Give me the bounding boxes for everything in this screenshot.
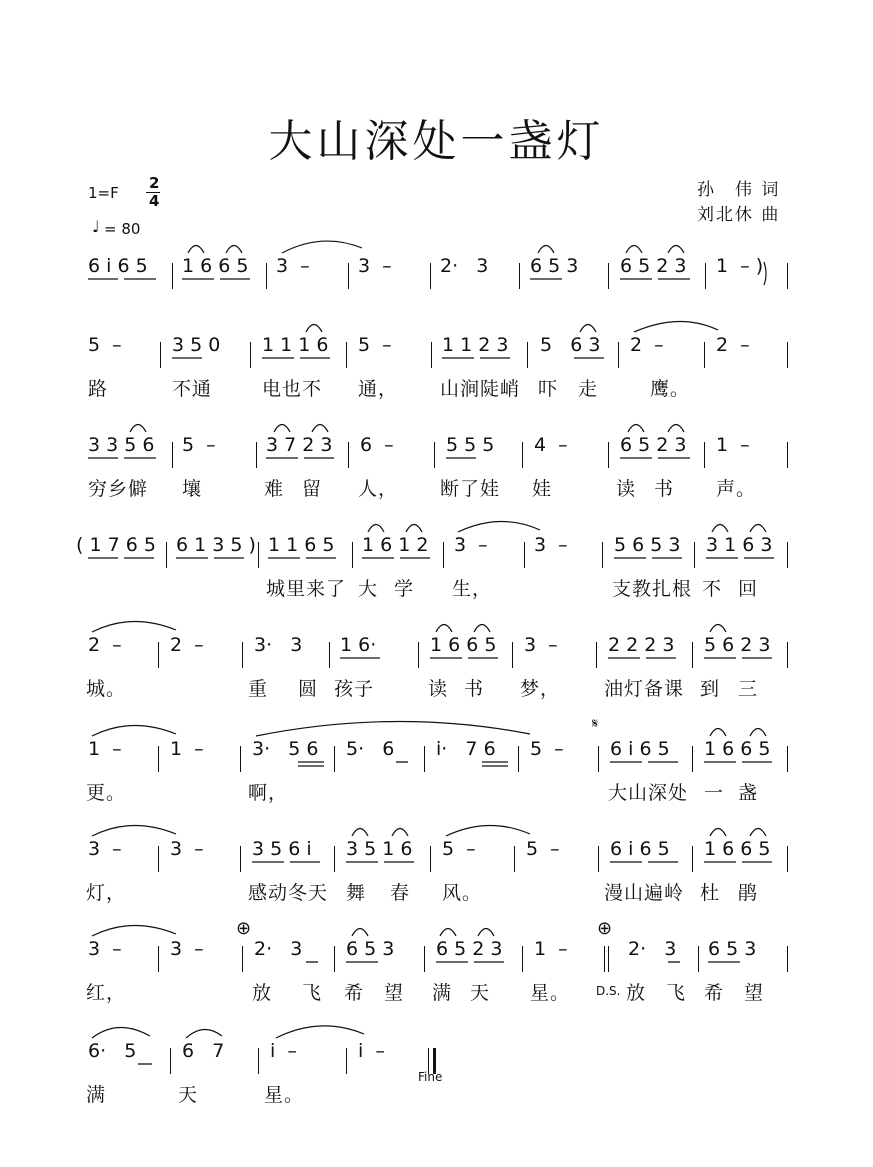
barline [240, 746, 241, 772]
barline [787, 642, 788, 668]
coda-icon: ⊕ [597, 918, 613, 939]
lyric: 鹃 [738, 882, 759, 904]
barline [519, 263, 520, 289]
composer: 刘北休 曲 [697, 205, 781, 225]
lyric: 通， [358, 378, 399, 400]
barline [787, 946, 788, 972]
barline [258, 1048, 259, 1074]
measure: 3 5 1 6 [346, 838, 413, 860]
measure: 2 – [170, 634, 204, 656]
repeat-barline [604, 946, 605, 972]
barline [602, 542, 603, 568]
measure: 5 6 3 [540, 334, 601, 356]
measure: 3 – [88, 938, 122, 960]
lyric: 电也不 [262, 378, 323, 400]
barline [787, 542, 788, 568]
song-title: 大山深处一盏灯 [268, 116, 605, 167]
slur [626, 246, 642, 254]
measure: 3 – [276, 255, 310, 277]
lyric: 油灯备课 [604, 678, 685, 700]
lyric: 壤 [182, 478, 203, 500]
measure: 3 1 6 3 [706, 534, 773, 556]
measure: 3 – [534, 534, 568, 556]
lyric: 大 [358, 578, 379, 600]
lyric: 飞 [666, 982, 687, 1004]
measure: 3 – [170, 938, 204, 960]
barline [160, 342, 161, 368]
lyric: 生， [452, 578, 493, 600]
tie [282, 241, 362, 253]
lyric: 放 [252, 982, 273, 1004]
lyric: 灯， [86, 882, 127, 904]
lyric: 圆 [298, 678, 319, 700]
lyric: 放 [626, 982, 647, 1004]
measure: 1 6 6 5 [704, 738, 771, 760]
barline [334, 946, 335, 972]
barline [431, 342, 432, 368]
measure: 3 – [454, 534, 488, 556]
barline [787, 442, 788, 468]
measure: 1 – [170, 738, 204, 760]
slur [188, 246, 204, 254]
lyric: 梦， [520, 678, 561, 700]
lyric: 满 [86, 1084, 107, 1106]
measure: 3· 5 6 [252, 738, 319, 760]
lyric: 山涧陡峭 [440, 378, 521, 400]
tempo: = 80 [104, 220, 141, 238]
barline [240, 846, 241, 872]
barline [598, 846, 599, 872]
lyric: 飞 [302, 982, 323, 1004]
barline [258, 542, 259, 568]
lyric: 漫山遍岭 [604, 882, 685, 904]
measure: 6 5 2 3 [436, 938, 503, 960]
barline [524, 542, 525, 568]
lyric: 鹰。 [650, 378, 691, 400]
barline [346, 342, 347, 368]
measure: ( 1 7 6 5 [76, 534, 156, 556]
lyric: 书 [654, 478, 675, 500]
coda-icon: ⊕ [236, 918, 252, 939]
lyric: 回 [738, 578, 759, 600]
barline [522, 442, 523, 468]
da-segno-mark: D.S. [596, 984, 621, 998]
barline [242, 946, 243, 972]
measure: 3 – [170, 838, 204, 860]
barline [158, 946, 159, 972]
measure: 2 – [716, 334, 750, 356]
lyric: 不通 [172, 378, 213, 400]
measure: 5 – [526, 838, 560, 860]
measure: 1 6· [340, 634, 377, 656]
measure: 3 7 2 3 [266, 434, 333, 456]
measure: 6 i 6 5 [610, 838, 670, 860]
lyric: 啊， [248, 782, 289, 804]
measure: 5· 6 [346, 738, 395, 760]
lyric: 难 [264, 478, 285, 500]
barline [158, 642, 159, 668]
barline [787, 263, 788, 289]
barline [522, 946, 523, 972]
lyricist: 孙 伟 词 [697, 180, 781, 200]
measure: 1 6 6 5 [430, 634, 497, 656]
measure: 1 – [88, 738, 122, 760]
measure: 3 5 0 [172, 334, 221, 356]
measure: 4 – [534, 434, 568, 456]
lyric: 希 [704, 982, 725, 1004]
measure: 3 – [524, 634, 558, 656]
measure: 2· 3 [254, 938, 303, 960]
lyric: 孩子 [334, 678, 375, 700]
barline [242, 642, 243, 668]
barline [608, 442, 609, 468]
barline [704, 442, 705, 468]
barline [512, 642, 513, 668]
lyric: 盏 [738, 782, 759, 804]
lyric: 三 [738, 678, 759, 700]
lyric: 支教扎根 [612, 578, 693, 600]
measure: 5 – [182, 434, 216, 456]
barline [329, 642, 330, 668]
barline [694, 542, 695, 568]
measure: 6 5 3 [708, 938, 757, 960]
barline [348, 263, 349, 289]
barline [158, 746, 159, 772]
lyric: 吓 [538, 378, 559, 400]
barline [430, 846, 431, 872]
lyric: 大山深处 [608, 782, 689, 804]
barline [698, 946, 699, 972]
measure: 1 1 6 5 [268, 534, 335, 556]
lyric: 人， [358, 478, 399, 500]
lyric: 读 [428, 678, 449, 700]
barline [787, 846, 788, 872]
measure: 6 1 3 5 ) [176, 534, 256, 556]
fine-mark: Fine [418, 1070, 443, 1084]
measure: 6 5 3 [530, 255, 579, 277]
measure: 6 5 3 [346, 938, 395, 960]
barline [170, 1048, 171, 1074]
lyric: 杜 [700, 882, 721, 904]
barline [598, 746, 599, 772]
measure: 6· 5 [88, 1040, 137, 1062]
barline [172, 442, 173, 468]
barline [352, 542, 353, 568]
barline [518, 746, 519, 772]
measure: 1 – [534, 938, 568, 960]
barline [166, 542, 167, 568]
lyric: 满 [432, 982, 453, 1004]
measure: 1 – ) [716, 255, 764, 277]
measure: 3· 3 [254, 634, 303, 656]
lyric: 声。 [716, 478, 757, 500]
score-line-5 [0, 634, 873, 754]
barline [424, 946, 425, 972]
measure: 2 – [630, 334, 664, 356]
barline [424, 746, 425, 772]
barline [348, 442, 349, 468]
barline [514, 846, 515, 872]
lyric: 路 [88, 378, 109, 400]
barline [266, 263, 267, 289]
measure: i· 7 6 [436, 738, 496, 760]
lyric: 希 [344, 982, 365, 1004]
measure: i – [270, 1040, 297, 1062]
barline [443, 542, 444, 568]
barline [346, 1048, 347, 1074]
measure: 1 – [716, 434, 750, 456]
measure: 3 3 5 6 [88, 434, 155, 456]
lyric: 望 [744, 982, 765, 1004]
barline [596, 642, 597, 668]
measure: 6 i 6 5 [88, 255, 148, 277]
slur [226, 246, 242, 254]
barline [158, 846, 159, 872]
lyric: 风。 [442, 882, 483, 904]
measure: 5 5 5 [446, 434, 495, 456]
measure: 6 7 [182, 1040, 225, 1062]
measure: 3 5 6 i [252, 838, 312, 860]
lyric: 书 [464, 678, 485, 700]
lyric: 穷乡僻 [88, 478, 149, 500]
lyric: 一 [704, 782, 725, 804]
lyric: 学 [394, 578, 415, 600]
measure: 6 i 6 5 [610, 738, 670, 760]
lyric: 走 [578, 378, 599, 400]
measure: i – [358, 1040, 385, 1062]
measure: 6 5 2 3 [620, 255, 687, 277]
score-line-9 [0, 1040, 873, 1160]
lyric: 城里来了 [266, 578, 347, 600]
measure: 1 1 2 3 [442, 334, 509, 356]
barline [172, 263, 173, 289]
lyric: 星。 [264, 1084, 305, 1106]
measure: 3 – [88, 838, 122, 860]
measure: 5 6 5 3 [614, 534, 681, 556]
barline [334, 846, 335, 872]
barline [430, 263, 431, 289]
lyric: 感动冬天 [248, 882, 329, 904]
lyric: 留 [302, 478, 323, 500]
lyric: 春 [390, 882, 411, 904]
measure: 5 – [88, 334, 122, 356]
measure: 6 – [360, 434, 394, 456]
key-signature: 1=F [88, 184, 119, 202]
lyric: 读 [616, 478, 637, 500]
segno-icon: 𝄋 [592, 716, 599, 732]
lyric: 舞 [346, 882, 367, 904]
time-signature-top: 2 [149, 174, 160, 192]
barline [787, 746, 788, 772]
barline [250, 342, 251, 368]
measure: 2· 3 [628, 938, 677, 960]
barline [256, 442, 257, 468]
measure: 5 – [358, 334, 392, 356]
barline [704, 342, 705, 368]
measure: 2· 3 [440, 255, 489, 277]
lyric: 星。 [530, 982, 571, 1004]
slur [538, 246, 554, 254]
barline [618, 342, 619, 368]
measure: 1 6 6 5 [704, 838, 771, 860]
barline [334, 746, 335, 772]
measure: 1 1 1 6 [262, 334, 329, 356]
barline [692, 746, 693, 772]
lyric: 断了娃 [440, 478, 501, 500]
barline [692, 642, 693, 668]
measure: 2 – [88, 634, 122, 656]
barline [418, 642, 419, 668]
lyric: 到 [700, 678, 721, 700]
lyric: 望 [384, 982, 405, 1004]
measure: 1 6 1 2 [362, 534, 429, 556]
repeat-barline [608, 946, 609, 972]
measure: 3 – [358, 255, 392, 277]
measure: 6 5 2 3 [620, 434, 687, 456]
quarter-note-icon: ♩ [92, 217, 100, 236]
slur [668, 246, 684, 254]
barline [608, 263, 609, 289]
measure: 5 6 2 3 [704, 634, 771, 656]
lyric: 红， [86, 982, 127, 1004]
barline [434, 442, 435, 468]
lyric: 城。 [86, 678, 127, 700]
barline [692, 846, 693, 872]
lyric: 天 [178, 1084, 199, 1106]
measure: 5 – [530, 738, 564, 760]
barline [527, 342, 528, 368]
lyric: 重 [248, 678, 269, 700]
lyric: 更。 [86, 782, 127, 804]
measure: 1 6 6 5 [182, 255, 249, 277]
lyric: 娃 [532, 478, 553, 500]
lyric: 不 [702, 578, 723, 600]
lyric: 天 [470, 982, 491, 1004]
barline [787, 342, 788, 368]
barline [705, 263, 706, 289]
measure: 2 2 2 3 [608, 634, 675, 656]
time-signature-bottom: 4 [149, 192, 160, 210]
measure: 5 – [442, 838, 476, 860]
